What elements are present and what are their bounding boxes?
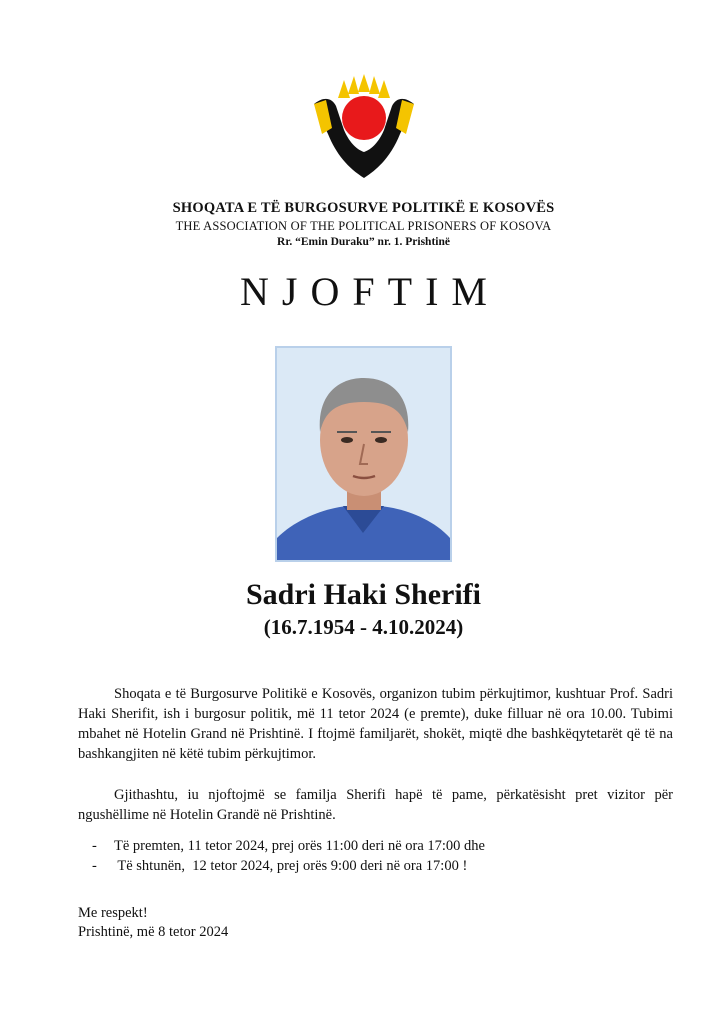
org-address: Rr. “Emin Duraku” nr. 1. Prishtinë xyxy=(277,236,450,248)
closing-place-date: Prishtinë, më 8 tetor 2024 xyxy=(78,924,229,940)
portrait-photo xyxy=(275,346,452,562)
page-title: NJOFTIM xyxy=(240,269,500,314)
org-name-english: THE ASSOCIATION OF THE POLITICAL PRISONERS OF KOSOVA xyxy=(175,219,552,233)
org-name: SHOQATA E TË BURGOSURVE POLITIKË E KOSOVËS xyxy=(172,200,555,216)
list-item: - Të premten, 11 tetor 2024, prej orës 11:00 deri në ora 17:00 dhe xyxy=(92,838,485,854)
life-dates: (16.7.1954 - 4.10.2024) xyxy=(263,615,464,639)
announcement-paragraph-2 xyxy=(78,785,673,825)
list-item-text: Të shtunën, 12 tetor 2024, prej orës 9:00 deri në ora 17:00 ! xyxy=(114,858,468,874)
paragraph-1-text: Shoqata e të Burgosurve Politikë e Kosovës, organizon tubim përkujtimor, kushtuar Prof. Sadri Haki Sherifit, ish i burgosur politik, më 11 tetor 2024 (e premte), duke filluar në ora 10.00. Tubimi mbahet në Hotelin Grand në Prishtinë. I ftojmë familjarët, shokët, miqtë dhe bashkëqytetarët që të na bashkangjiten në këtë tubim përkujtimor. xyxy=(78,686,673,762)
announcement-paragraph-1 xyxy=(78,684,673,764)
closing-regards: Me respekt! xyxy=(78,905,148,921)
visiting-hours-list xyxy=(78,836,673,876)
paragraph-2-text: Gjithashtu, iu njoftojmë se familja Sherifi hapë të pame, përkatësisht pret vizitor për ngushëllime në Hotelin Grandë në Prishtinë. xyxy=(78,787,673,823)
list-item-text: Të premten, 11 tetor 2024, prej orës 11:00 deri në ora 17:00 dhe xyxy=(114,838,485,854)
association-emblem-icon xyxy=(310,74,418,178)
deceased-name: Sadri Haki Sherifi xyxy=(245,578,482,611)
closing xyxy=(78,904,228,942)
list-item: - Të shtunën, 12 tetor 2024, prej orës 9:00 deri në ora 17:00 ! xyxy=(92,858,468,874)
